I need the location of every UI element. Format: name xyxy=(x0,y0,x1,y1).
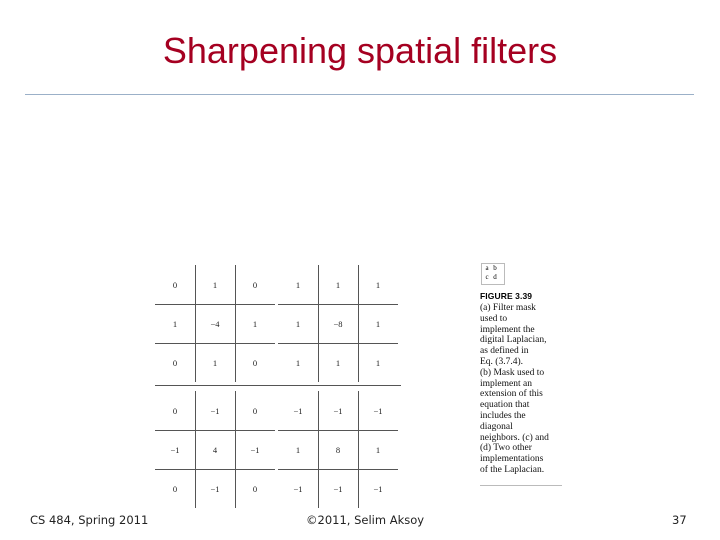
mask-cell: 1 xyxy=(375,444,381,455)
mask-cell: 1 xyxy=(295,279,301,290)
mask-cell: −1 xyxy=(210,483,220,494)
figure-caption-text: (a) Filter mask used to implement the digital Laplacian, as defined in Eq. (3.7.4). (b) Mask used to implement an extension of this equation that includes the diagonal neighbors. (c) and (d) Two other implementations of the Laplacian. xyxy=(480,303,549,475)
mask-b xyxy=(278,265,398,382)
mask-cell: −1 xyxy=(373,483,383,494)
panel-labels xyxy=(481,263,505,285)
mask-cell: −1 xyxy=(293,483,303,494)
mask-cell: 1 xyxy=(375,357,381,368)
mask-c xyxy=(155,391,275,508)
laplacian-masks-figure xyxy=(155,265,401,511)
mask-cell: 1 xyxy=(335,279,341,290)
footer-copyright: ©2011, Selim Aksoy xyxy=(306,513,425,527)
mask-cell: −1 xyxy=(373,405,383,416)
mask-cell: 1 xyxy=(295,357,301,368)
mask-cell: 1 xyxy=(212,357,218,368)
panel-label-d: d xyxy=(493,273,497,281)
mask-cell: −1 xyxy=(333,483,343,494)
caption-divider xyxy=(480,485,562,486)
mask-cell: 1 xyxy=(252,318,258,329)
title-divider xyxy=(25,94,694,95)
slide-title: Sharpening spatial filters xyxy=(162,30,558,71)
mask-cell: 1 xyxy=(212,279,218,290)
panel-label-b: b xyxy=(493,264,497,272)
mask-cell: 1 xyxy=(375,318,381,329)
mask-cell: −4 xyxy=(210,318,220,329)
mask-cell: 1 xyxy=(335,357,341,368)
footer-page-number: 37 xyxy=(672,513,687,527)
figure-caption xyxy=(480,263,564,488)
mask-d xyxy=(278,391,398,508)
mask-cell: 4 xyxy=(212,444,218,455)
mask-cell: 1 xyxy=(375,279,381,290)
mask-cell: −1 xyxy=(170,444,180,455)
figure-heading: FIGURE 3.39 xyxy=(480,291,533,301)
mask-separator xyxy=(155,385,401,386)
mask-cell: 0 xyxy=(172,279,178,290)
mask-cell: 0 xyxy=(172,405,178,416)
mask-cell: 1 xyxy=(172,318,178,329)
mask-cell: −1 xyxy=(250,444,260,455)
mask-cell: 1 xyxy=(295,318,301,329)
mask-cell: −8 xyxy=(333,318,343,329)
footer-course: CS 484, Spring 2011 xyxy=(30,513,149,527)
mask-cell: 0 xyxy=(252,279,258,290)
mask-cell: −1 xyxy=(293,405,303,416)
panel-label-c: c xyxy=(485,273,489,281)
mask-cell: 8 xyxy=(335,444,341,455)
mask-cell: 0 xyxy=(252,483,258,494)
mask-cell: 0 xyxy=(252,405,258,416)
mask-cell: 0 xyxy=(172,357,178,368)
mask-cell: 0 xyxy=(172,483,178,494)
mask-a xyxy=(155,265,275,382)
mask-cell: −1 xyxy=(333,405,343,416)
mask-cell: −1 xyxy=(210,405,220,416)
mask-cell: 0 xyxy=(252,357,258,368)
mask-cell: 1 xyxy=(295,444,301,455)
panel-label-a: a xyxy=(485,264,489,272)
